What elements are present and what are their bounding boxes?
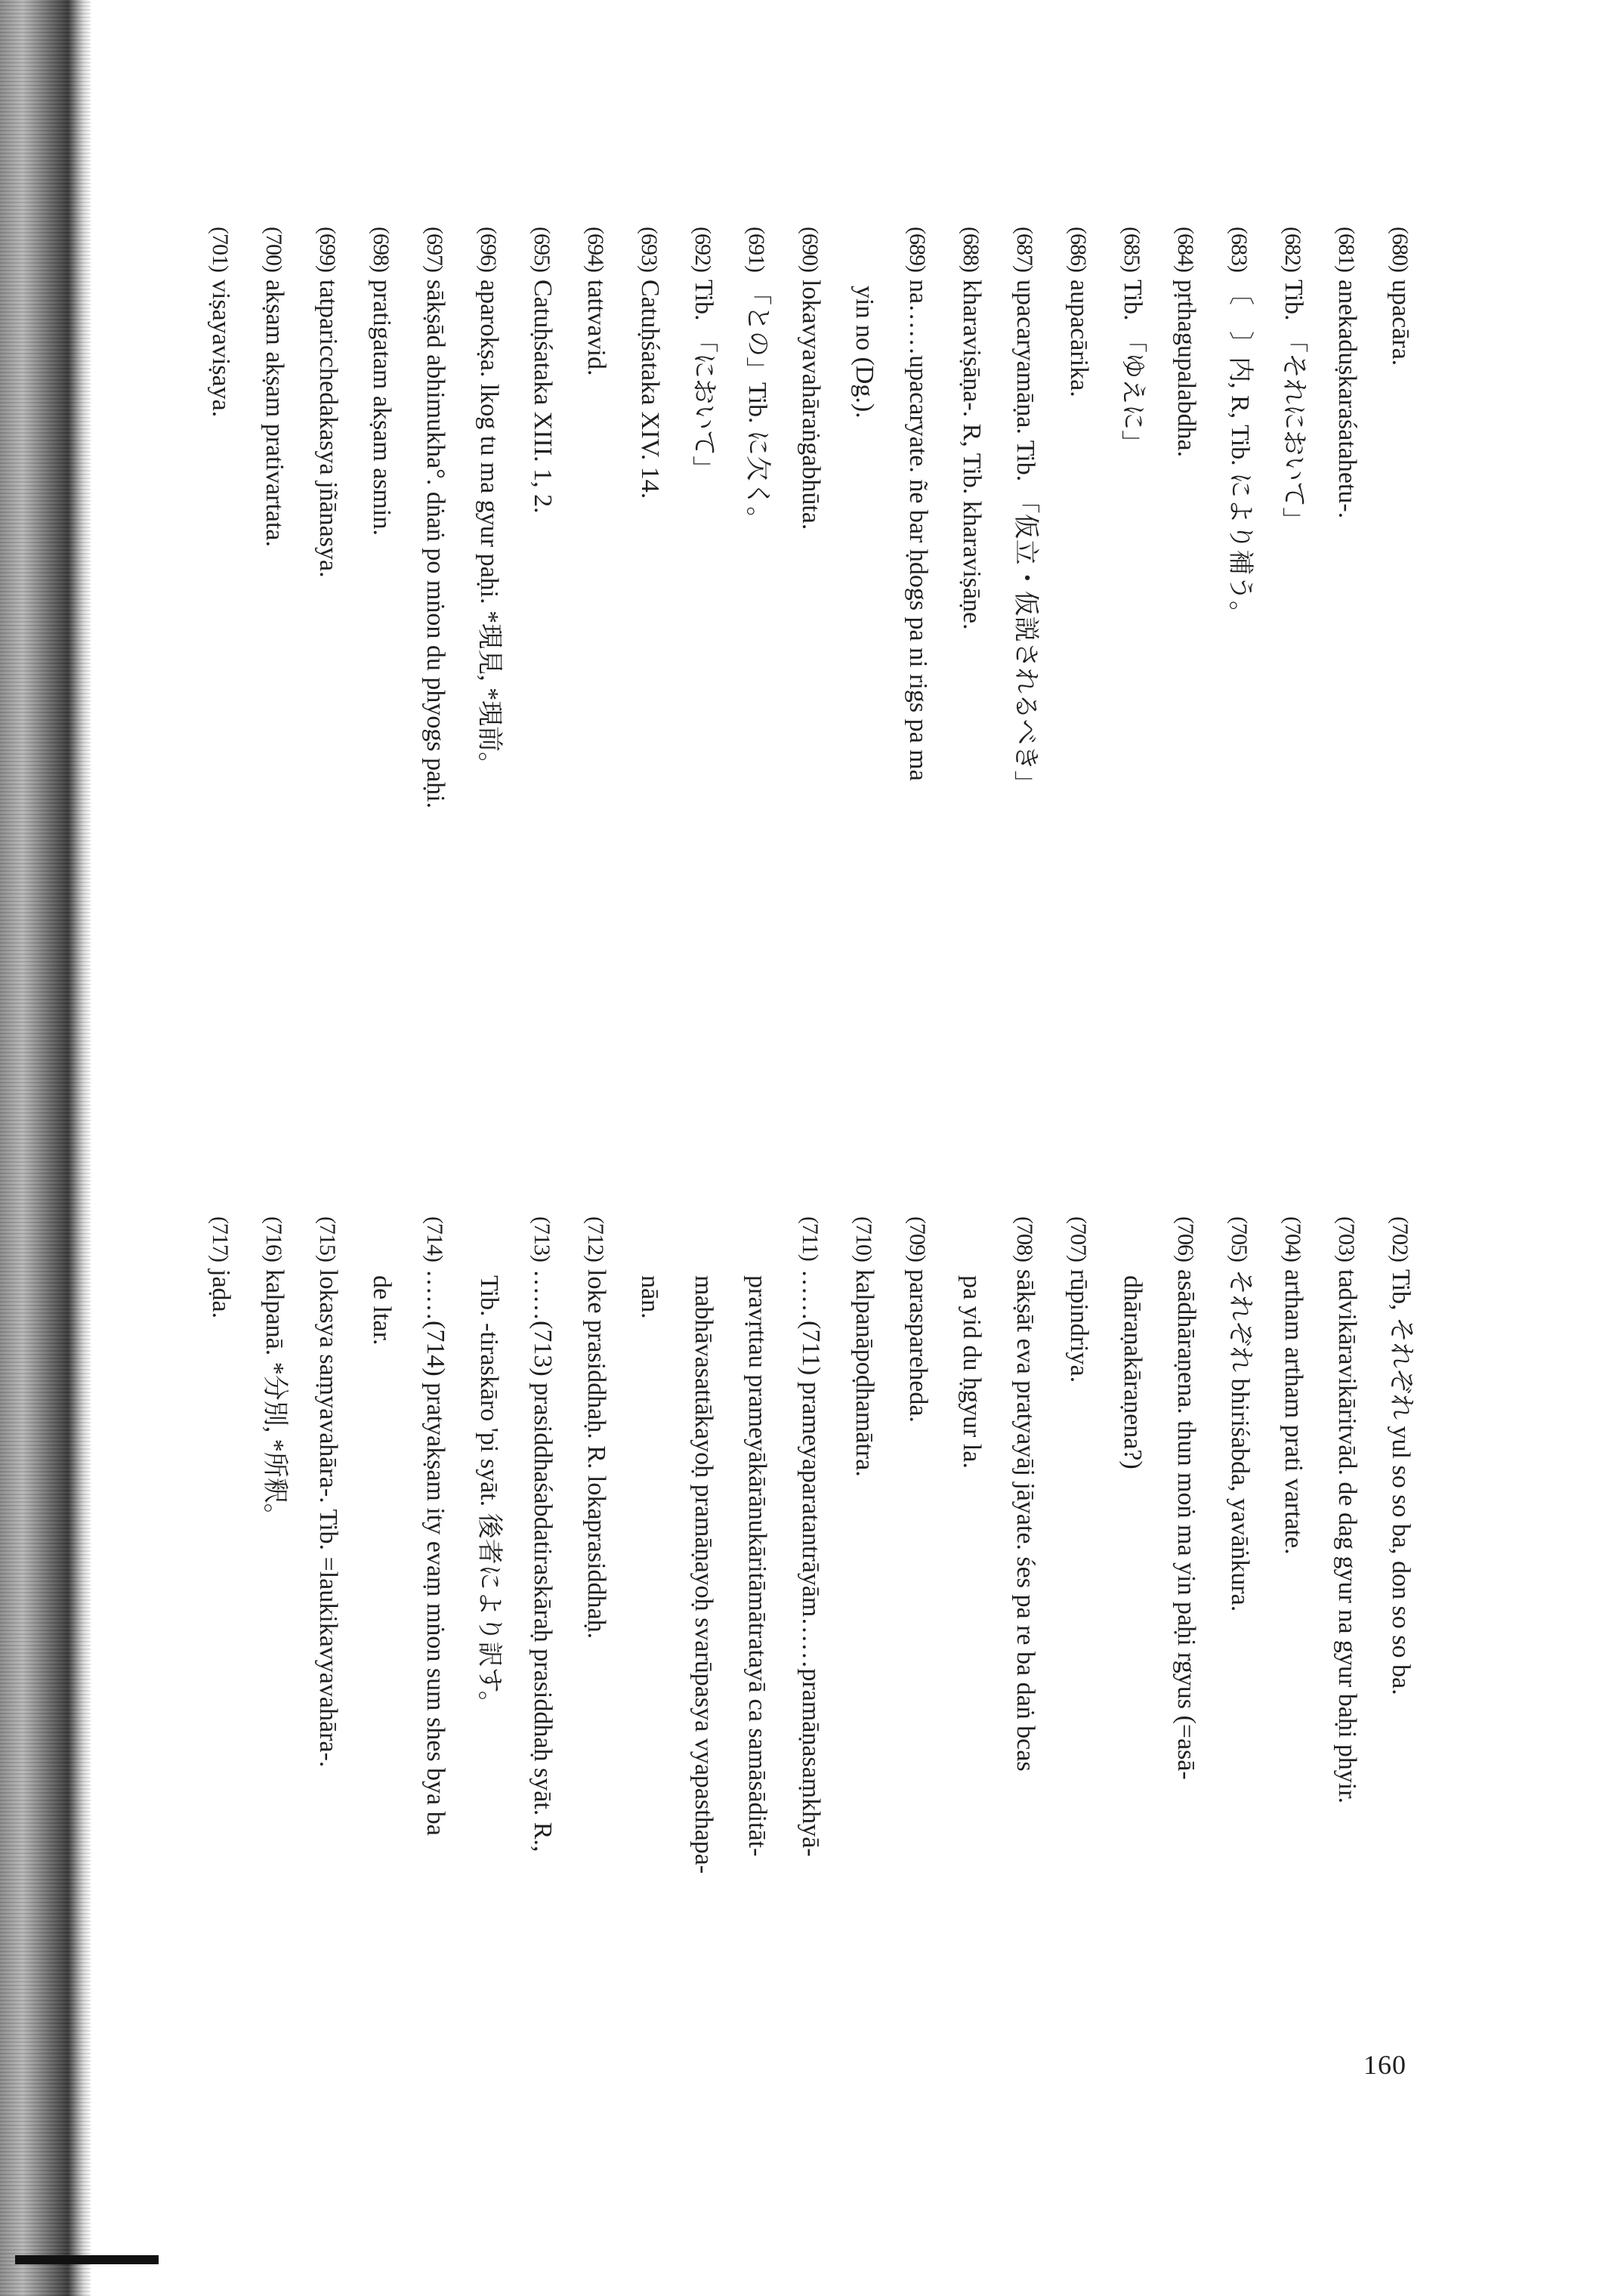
footnote-entry xyxy=(516,1216,570,2146)
footnote-text: kalpanāpoḍhamātra. xyxy=(851,1269,878,1477)
footnote-text: pravṛttau prameyākārānukāritāmātratayā ca samāsāditāt- xyxy=(743,1275,771,1857)
footnote-number: (695) xyxy=(529,227,554,272)
footnote-entry xyxy=(1159,1216,1213,2146)
footnote-number: (714) xyxy=(422,1216,447,1262)
footnote-entry xyxy=(1374,227,1428,1156)
page-number: 160 xyxy=(1363,2050,1406,2080)
footnote-entry xyxy=(1267,227,1320,1156)
footnote-text: sākṣāt eva pratyayāj jāyate. śes pa re ba daṅ bcas xyxy=(1011,1269,1039,1772)
footnote-text: aparokṣa. lkog tu ma gyur paḥi. *現見, *現前。 xyxy=(475,280,503,778)
footnote-number: (706) xyxy=(1173,1216,1198,1262)
footnote-number: (712) xyxy=(583,1216,608,1262)
footnote-number: (702) xyxy=(1388,1216,1413,1262)
footnote-text: asādhāraṇena. thun moṅ ma yin paḥi rgyus (=asā- xyxy=(1172,1269,1200,1780)
footnote-entry xyxy=(462,227,516,1156)
footnote-text: rūpindriya. xyxy=(1065,1269,1093,1383)
footnote-number: (707) xyxy=(1066,1216,1091,1262)
footnote-entry xyxy=(1213,1216,1267,2146)
footnote-number: (704) xyxy=(1280,1216,1305,1262)
footnote-number: (703) xyxy=(1334,1216,1359,1262)
footnote-text: dhāraṇakāraṇena?) xyxy=(1119,1275,1147,1469)
footnote-entry xyxy=(409,227,462,1156)
footnote-number: (681) xyxy=(1334,227,1359,272)
footnote-entry xyxy=(1267,1216,1320,2146)
footnote-entry xyxy=(730,227,784,1156)
footnote-number: (699) xyxy=(315,227,340,272)
footnote-continuation xyxy=(462,1216,516,2146)
footnote-continuation xyxy=(355,1216,409,2146)
footnote-number: (709) xyxy=(905,1216,930,1262)
footnote-entry xyxy=(1052,227,1106,1156)
footnote-number: (693) xyxy=(637,227,662,272)
footnote-entry xyxy=(1106,227,1159,1156)
footnote-continuation xyxy=(945,1216,999,2146)
footnote-text: Tib. 「ゆえに」 xyxy=(1119,280,1147,456)
footnote-text: ……(711) prameyaparatantrāyām……pramāṇasaṃkhyā- xyxy=(797,1269,825,1857)
footnote-number: (700) xyxy=(261,227,286,272)
footnote-entry xyxy=(784,227,838,1156)
footnote-text: loke prasiddhaḥ. R. lokaprasiddhaḥ. xyxy=(582,1269,610,1639)
footnote-entry xyxy=(999,227,1052,1156)
footnote-text: nān. xyxy=(636,1275,664,1319)
notes-column-left xyxy=(194,227,1428,1156)
footnote-entry xyxy=(677,227,730,1156)
footnote-number: (696) xyxy=(476,227,501,272)
footnote-text: 「との」Tib. に欠く。 xyxy=(743,280,771,533)
footnote-text: tatparicchedakasya jñānasya. xyxy=(314,280,342,578)
footnote-entry xyxy=(301,227,355,1156)
footnote-number: (711) xyxy=(798,1216,823,1261)
footnote-text: Catuḥśataka XIV. 14. xyxy=(636,280,664,499)
footnote-text: artham artham prati vartate. xyxy=(1280,1269,1308,1555)
footnote-text: aupacārika. xyxy=(1065,280,1093,397)
footnote-entry xyxy=(516,227,570,1156)
footnote-continuation xyxy=(1106,1216,1159,2146)
footnote-text: ……(713) prasiddhaśabdatiraskāraḥ prasiddhaḥ syāt. R., xyxy=(529,1269,557,1853)
footnote-text: 〔 〕内, R, Tib. により補う。 xyxy=(1226,280,1254,627)
footnote-text: Tib. 「それにおいて」 xyxy=(1280,280,1308,533)
footnote-number: (713) xyxy=(529,1216,554,1262)
footnote-text: lokavyavahāraṅgabhūta. xyxy=(797,280,825,530)
scan-binding-shadow xyxy=(0,0,91,2296)
footnote-entry xyxy=(1213,227,1267,1156)
footnote-continuation xyxy=(730,1216,784,2146)
footnote-text: kharaviṣāṇa-. R, Tib. kharaviṣāṇe. xyxy=(958,280,986,630)
footnote-continuation xyxy=(677,1216,730,2146)
footnote-number: (682) xyxy=(1280,227,1305,272)
footnote-text: jaḍa. xyxy=(207,1269,235,1319)
footnote-number: (686) xyxy=(1066,227,1091,272)
footnote-text: Catuḥśataka XIII. 1, 2. xyxy=(529,280,557,514)
footnote-number: (716) xyxy=(261,1216,286,1262)
footnote-entry xyxy=(784,1216,838,2146)
footnote-number: (697) xyxy=(422,227,447,272)
footnote-text: Tib, それぞれ yul so so ba, don so so ba. xyxy=(1387,1269,1415,1695)
notes-column-right xyxy=(194,1216,1428,2146)
footnote-text: lokasya saṃyavahāra-. Tib. =laukikavyavahāra-. xyxy=(314,1269,342,1768)
footnote-entry xyxy=(1374,1216,1428,2146)
footnote-text: Tib. -tiraskāro 'pi syāt. 後者により訳す。 xyxy=(475,1275,503,1717)
footnote-number: (701) xyxy=(208,227,233,272)
footnote-number: (692) xyxy=(690,227,715,272)
footnote-entry xyxy=(1159,227,1213,1156)
footnote-text: upacāra. xyxy=(1387,280,1415,366)
footnote-text: ……(714) pratyakṣam ity evaṃ mṅon sum shes bya ba xyxy=(421,1269,449,1836)
footnote-number: (684) xyxy=(1173,227,1198,272)
footnote-entry xyxy=(355,227,409,1156)
footnote-number: (708) xyxy=(1012,1216,1037,1262)
footnote-number: (710) xyxy=(851,1216,876,1262)
footnote-text: de ltar. xyxy=(368,1275,396,1346)
footnote-number: (694) xyxy=(583,227,608,272)
footnote-text: viṣayaviṣaya. xyxy=(207,280,235,418)
footnote-continuation xyxy=(623,1216,677,2146)
footnote-continuation xyxy=(838,227,891,1156)
footnote-text: akṣam akṣam prativartata. xyxy=(261,280,289,548)
footnote-entry xyxy=(945,227,999,1156)
footnote-entry xyxy=(891,1216,945,2146)
footnote-number: (691) xyxy=(744,227,769,272)
rotated-notes-block xyxy=(189,227,1428,2161)
footnote-entry xyxy=(194,1216,248,2146)
footnote-text: kalpanā. *分別, *所釈。 xyxy=(261,1269,289,1529)
footnote-number: (688) xyxy=(959,227,983,272)
footnote-text: mabhāvasattākayoḥ pramāṇayoḥ svarūpasya vyapasthapa- xyxy=(690,1275,718,1874)
footnote-number: (705) xyxy=(1227,1216,1252,1262)
footnote-entry xyxy=(999,1216,1052,2146)
footnote-text: Tib. 「において」 xyxy=(690,280,718,482)
footnote-text: na……upacaryate. ñe bar ḥdogs pa ni rigs pa ma xyxy=(904,280,932,781)
footnote-text: yin no (Dg.). xyxy=(851,286,878,419)
footnote-entry xyxy=(570,227,623,1156)
footnote-text: それぞれ bhiriśabda, yavāṅkura. xyxy=(1226,1269,1254,1612)
footnote-text: pṛthagupalabdha. xyxy=(1172,280,1200,458)
footnote-text: sākṣād abhimukha°. dṅaṅ po mṅon du phyogs paḥi. xyxy=(421,280,449,809)
footnote-text: pratigatam akṣam asmin. xyxy=(368,280,396,536)
footnote-entry xyxy=(623,227,677,1156)
footnote-entry xyxy=(570,1216,623,2146)
footnote-number: (680) xyxy=(1388,227,1413,272)
footnote-text: anekaduṣkaraśatahetu-. xyxy=(1333,280,1361,519)
footnote-number: (683) xyxy=(1227,227,1252,272)
footnote-entry xyxy=(891,227,945,1156)
footnote-text: pa yid du ḥgyur la. xyxy=(958,1275,986,1469)
footnote-number: (687) xyxy=(1012,227,1037,272)
footnote-entry xyxy=(1320,227,1374,1156)
footnote-number: (715) xyxy=(315,1216,340,1262)
footnote-number: (698) xyxy=(369,227,394,272)
footnote-entry xyxy=(1052,1216,1106,2146)
footnote-number: (685) xyxy=(1119,227,1144,272)
footnote-entry xyxy=(409,1216,462,2146)
footnote-entry xyxy=(301,1216,355,2146)
footnote-text: tadvikāravikāritvād. de dag gyur na gyur baḥi phyir. xyxy=(1333,1269,1361,1804)
footnote-number: (717) xyxy=(208,1216,233,1262)
footnote-entry xyxy=(838,1216,891,2146)
footnote-entry xyxy=(248,227,301,1156)
footnote-number: (690) xyxy=(798,227,823,272)
footnote-entry xyxy=(194,227,248,1156)
footnote-entry xyxy=(248,1216,301,2146)
footnote-text: paraspareheda. xyxy=(904,1269,932,1423)
footnote-text: upacaryamāṇa. Tib. 「仮立・仮説されるべき」 xyxy=(1011,280,1039,796)
footnote-text: tattvavid. xyxy=(582,280,610,376)
scan-edge-mark xyxy=(15,2255,159,2264)
footnote-number: (689) xyxy=(905,227,930,272)
footnote-entry xyxy=(1320,1216,1374,2146)
